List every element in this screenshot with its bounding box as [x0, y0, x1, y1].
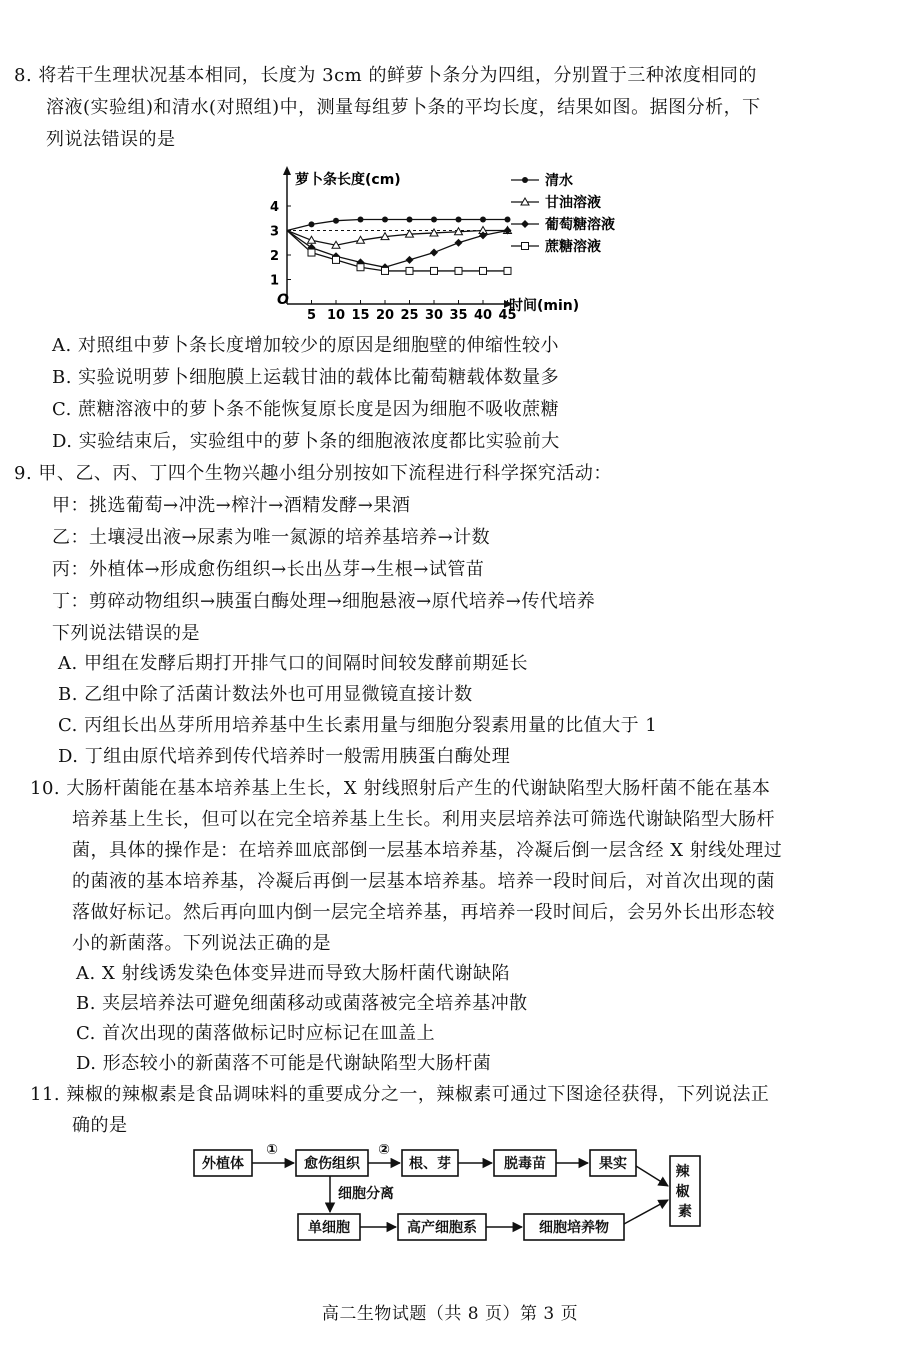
data-point-dot [480, 216, 486, 222]
legend-label: 葡萄糖溶液 [545, 217, 615, 233]
q8-option-d: D. 实验结束后，实验组中的萝卜条的细胞液浓度都比实验前大 [52, 431, 560, 452]
x-tick-label: 30 [424, 308, 444, 322]
data-point-dot [431, 216, 437, 222]
data-point-dot [382, 216, 388, 222]
arrow-fruit-capsaicin [636, 1166, 668, 1186]
q9-process-bing: 丙：外植体→形成愈伤组织→长出丛芽→生根→试管苗 [52, 559, 485, 580]
data-point-square [333, 256, 340, 263]
q9-option-a: A. 甲组在发酵后期打开排气口的间隔时间较发酵前期延长 [58, 653, 528, 674]
data-point-dot [407, 216, 413, 222]
q9-option-c: C. 丙组长出丛芽所用培养基中生长素用量与细胞分裂素用量的比值大于 1 [58, 715, 658, 736]
data-point-diamond [521, 220, 529, 228]
data-point-square [431, 267, 438, 274]
q8-option-c: C. 蔗糖溶液中的萝卜条不能恢复原长度是因为细胞不吸收蔗糖 [52, 399, 560, 420]
x-tick-label: 20 [375, 308, 395, 322]
legend-label: 甘油溶液 [545, 195, 601, 211]
data-point-dot [456, 216, 462, 222]
x-tick-label: 15 [351, 308, 370, 322]
q9-process-ding: 丁：剪碎动物组织→胰蛋白酶处理→细胞悬液→原代培养→传代培养 [52, 591, 596, 612]
label-capsaicin: 辣 椒 素 [675, 1164, 692, 1220]
y-axis-label: 萝卜条长度(cm) [295, 172, 401, 188]
y-tick-label: 1 [269, 273, 279, 289]
x-axis-label: 时间(min) [509, 298, 580, 314]
data-point-diamond [406, 256, 414, 264]
x-tick-label: 35 [449, 308, 468, 322]
data-point-square [406, 267, 413, 274]
q9-option-b: B. 乙组中除了活菌计数法外也可用显微镜直接计数 [58, 684, 473, 705]
q10-stem-line-6: 小的新菌落。下列说法正确的是 [72, 933, 331, 954]
data-point-square [382, 267, 389, 274]
q8-stem-line-3: 列说法错误的是 [46, 129, 176, 150]
label-root-bud: 根、芽 [409, 1156, 451, 1172]
data-point-diamond [455, 239, 463, 247]
step2-label: ② [378, 1142, 390, 1158]
data-point-square [455, 267, 462, 274]
step1-label: ① [266, 1142, 278, 1158]
q9-stem: 9. 甲、乙、丙、丁四个生物兴趣小组分别按如下流程进行科学探究活动： [14, 463, 612, 484]
page-footer: 高二生物试题（共 8 页）第 3 页 [321, 1304, 579, 1324]
q10-stem-line-1: 10. 大肠杆菌能在基本培养基上生长，X 射线照射后产生的代谢缺陷型大肠杆菌不能在基本 [30, 778, 771, 799]
data-point-dot [358, 216, 364, 222]
label-high-yield: 高产细胞系 [407, 1220, 477, 1236]
x-tick-label: 10 [326, 308, 346, 322]
separation-label: 细胞分离 [338, 1186, 394, 1202]
data-point-square [522, 243, 529, 250]
legend-label: 蔗糖溶液 [545, 239, 601, 255]
label-callus: 愈伤组织 [304, 1156, 360, 1172]
q10-stem-line-3: 菌，具体的操作是：在培养皿底部倒一层基本培养基，冷凝后倒一层含经 X 射线处理过 [72, 840, 783, 861]
label-virus-free: 脱毒苗 [504, 1156, 546, 1172]
x-tick-label: 45 [498, 308, 517, 322]
q9-process-yi: 乙：土壤浸出液→尿素为唯一氮源的培养基培养→计数 [52, 527, 491, 548]
data-point-square [357, 264, 364, 271]
q11-stem-line-2: 确的是 [72, 1115, 128, 1136]
q8-line-chart [255, 162, 655, 322]
x-tick-label: 25 [400, 308, 419, 322]
data-point-dot [333, 218, 339, 224]
q10-stem-line-5: 落做好标记。然后再向皿内倒一层完全培养基，再培养一段时间后，会另外长出形态较 [72, 902, 775, 923]
x-tick-label: 5 [306, 308, 317, 322]
y-tick-label: 2 [269, 249, 279, 264]
q9-option-d: D. 丁组由原代培养到传代培养时一般需用胰蛋白酶处理 [58, 746, 511, 767]
data-point-square [308, 249, 315, 256]
q8-stem-line-1: 8. 将若干生理状况基本相同，长度为 3cm 的鲜萝卜条分为四组，分别置于三种浓度相同的 [14, 65, 757, 86]
label-culture-product: 细胞培养物 [539, 1220, 609, 1236]
q11-stem-line-1: 11. 辣椒的辣椒素是食品调味料的重要成分之一，辣椒素可通过下图途径获得，下列说法正 [30, 1084, 770, 1105]
q10-stem-line-2: 培养基上生长，但可以在完全培养基上生长。利用夹层培养法可筛选代谢缺陷型大肠杆 [72, 809, 775, 830]
q8-option-a: A. 对照组中萝卜条长度增加较少的原因是细胞壁的伸缩性较小 [52, 335, 559, 356]
q10-option-a: A. X 射线诱发染色体变异进而导致大肠杆菌代谢缺陷 [76, 963, 510, 984]
data-point-dot [309, 221, 315, 227]
data-point-square [480, 267, 487, 274]
q10-option-d: D. 形态较小的新菌落不可能是代谢缺陷型大肠杆菌 [76, 1053, 492, 1074]
q9-process-jia: 甲：挑选葡萄→冲洗→榨汁→酒精发酵→果酒 [52, 495, 411, 516]
arrow-culture-capsaicin [624, 1200, 668, 1224]
legend-label: 清水 [545, 173, 573, 189]
origin-label: O [277, 292, 289, 308]
x-tick-label: 40 [473, 308, 493, 322]
data-point-dot [522, 177, 528, 183]
label-explant: 外植体 [202, 1156, 244, 1172]
q11-flow-diagram [180, 1136, 720, 1246]
data-point-dot [505, 216, 511, 222]
y-tick-label: 3 [269, 224, 279, 240]
series-line-0 [287, 219, 508, 230]
label-fruit: 果实 [599, 1156, 627, 1172]
q10-option-b: B. 夹层培养法可避免细菌移动或菌落被完全培养基冲散 [76, 993, 528, 1014]
data-point-square [504, 267, 511, 274]
data-point-diamond [430, 249, 438, 257]
q10-option-c: C. 首次出现的菌落做标记时应标记在皿盖上 [76, 1023, 436, 1044]
q9-question: 下列说法错误的是 [52, 623, 200, 644]
y-axis-arrow [283, 166, 291, 175]
q10-stem-line-4: 的菌液的基本培养基，冷凝后再倒一层基本培养基。培养一段时间后，对首次出现的菌 [72, 871, 775, 892]
label-single-cell: 单细胞 [308, 1220, 350, 1236]
q8-option-b: B. 实验说明萝卜细胞膜上运载甘油的载体比葡萄糖载体数量多 [52, 367, 560, 388]
q8-stem-line-2: 溶液(实验组)和清水(对照组)中，测量每组萝卜条的平均长度，结果如图。据图分析，下 [46, 97, 761, 118]
y-tick-label: 4 [269, 200, 279, 215]
